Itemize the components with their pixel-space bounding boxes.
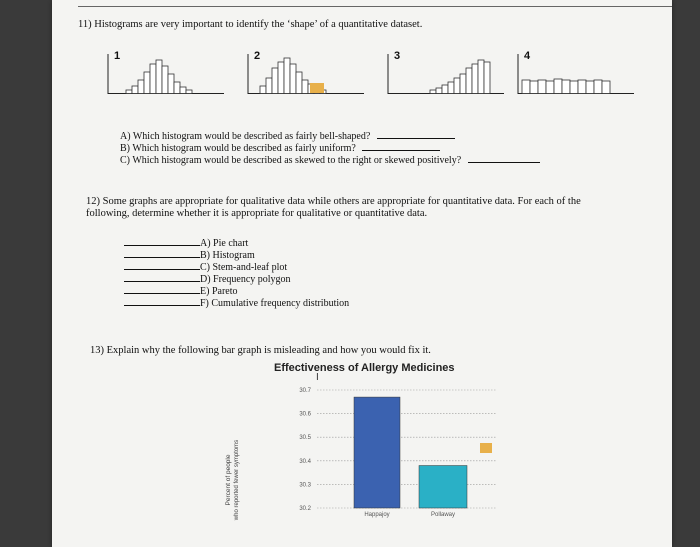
histogram-3-label: 3 bbox=[394, 50, 401, 62]
q12-a-answer-blank[interactable] bbox=[124, 236, 200, 246]
text-cursor-icon: I bbox=[316, 372, 319, 383]
histogram-2-label: 2 bbox=[254, 50, 261, 62]
chart-ylabel-line-2: who reported fewer symptoms bbox=[234, 439, 240, 521]
q12-c-answer-blank[interactable] bbox=[124, 260, 200, 270]
y-tick-label: 30.2 bbox=[299, 506, 311, 512]
q11-title: 11) Histograms are very important to identify the ‘shape’ of a quantitative dataset. bbox=[78, 19, 423, 30]
chart-x-labels bbox=[364, 512, 455, 518]
q13-title: 13) Explain why the following bar graph is misleading and how you would fix it. bbox=[90, 345, 431, 356]
bar-happajoy bbox=[354, 397, 400, 508]
chart-y-ticks bbox=[299, 388, 311, 512]
histogram-3 bbox=[380, 50, 504, 94]
histogram-1 bbox=[100, 50, 224, 94]
q11-c-answer-blank[interactable] bbox=[468, 153, 540, 163]
worksheet-page bbox=[52, 0, 672, 547]
q11-b-text: B) Which histogram would be described as fairly uniform? bbox=[120, 143, 356, 154]
histogram-4-label: 4 bbox=[524, 50, 531, 62]
bar-chart bbox=[202, 380, 502, 530]
histogram-4 bbox=[510, 50, 634, 94]
q11-a-answer-blank[interactable] bbox=[377, 129, 455, 139]
chart-ylabel-line-1: Percent of people bbox=[225, 454, 232, 506]
q12-item-e-text: E) Pareto bbox=[200, 286, 238, 297]
bar-pollaway bbox=[419, 466, 467, 508]
q12-item-c-text: C) Stem-and-leaf plot bbox=[200, 262, 288, 273]
q11-c-line bbox=[120, 153, 540, 166]
histogram-1-label: 1 bbox=[114, 50, 121, 62]
q11-a-text: A) Which histogram would be described as fairly bell-shaped? bbox=[120, 131, 371, 142]
x-tick-label: Happajoy bbox=[364, 512, 390, 518]
q12-item-f-text: F) Cumulative frequency distribution bbox=[200, 298, 350, 309]
q12-line-1: 12) Some graphs are appropriate for qualitative data while others are appropriate for quantitative data. For each of the bbox=[86, 196, 581, 207]
q12-f-answer-blank[interactable] bbox=[124, 296, 200, 306]
chart-gridlines bbox=[317, 390, 497, 508]
q12-b-answer-blank[interactable] bbox=[124, 248, 200, 258]
histogram-2 bbox=[240, 50, 364, 94]
q12-e-answer-blank[interactable] bbox=[124, 284, 200, 294]
q12-item-d-text: D) Frequency polygon bbox=[200, 274, 291, 285]
legend-swatch bbox=[480, 443, 492, 453]
q11-c-text: C) Which histogram would be described as skewed to the right or skewed positively? bbox=[120, 155, 462, 166]
y-tick-label: 30.3 bbox=[299, 482, 311, 489]
x-tick-label: Pollaway bbox=[430, 512, 456, 518]
q12-d-answer-blank[interactable] bbox=[124, 272, 200, 282]
top-rule bbox=[78, 6, 672, 7]
q12-item-b-text: B) Histogram bbox=[200, 250, 255, 261]
q12-line-2: following, determine whether it is appropriate for qualitative or quantitative data. bbox=[86, 208, 428, 219]
y-tick-label: 30.7 bbox=[299, 388, 311, 394]
y-tick-label: 30.6 bbox=[299, 411, 311, 418]
q12-item-a-text: A) Pie chart bbox=[200, 238, 249, 249]
y-tick-label: 30.4 bbox=[299, 458, 311, 465]
q12-item-f bbox=[124, 296, 349, 309]
q11-b-answer-blank[interactable] bbox=[362, 141, 440, 151]
chart-title: Effectiveness of Allergy Medicines bbox=[274, 362, 455, 374]
y-tick-label: 30.5 bbox=[299, 435, 311, 442]
